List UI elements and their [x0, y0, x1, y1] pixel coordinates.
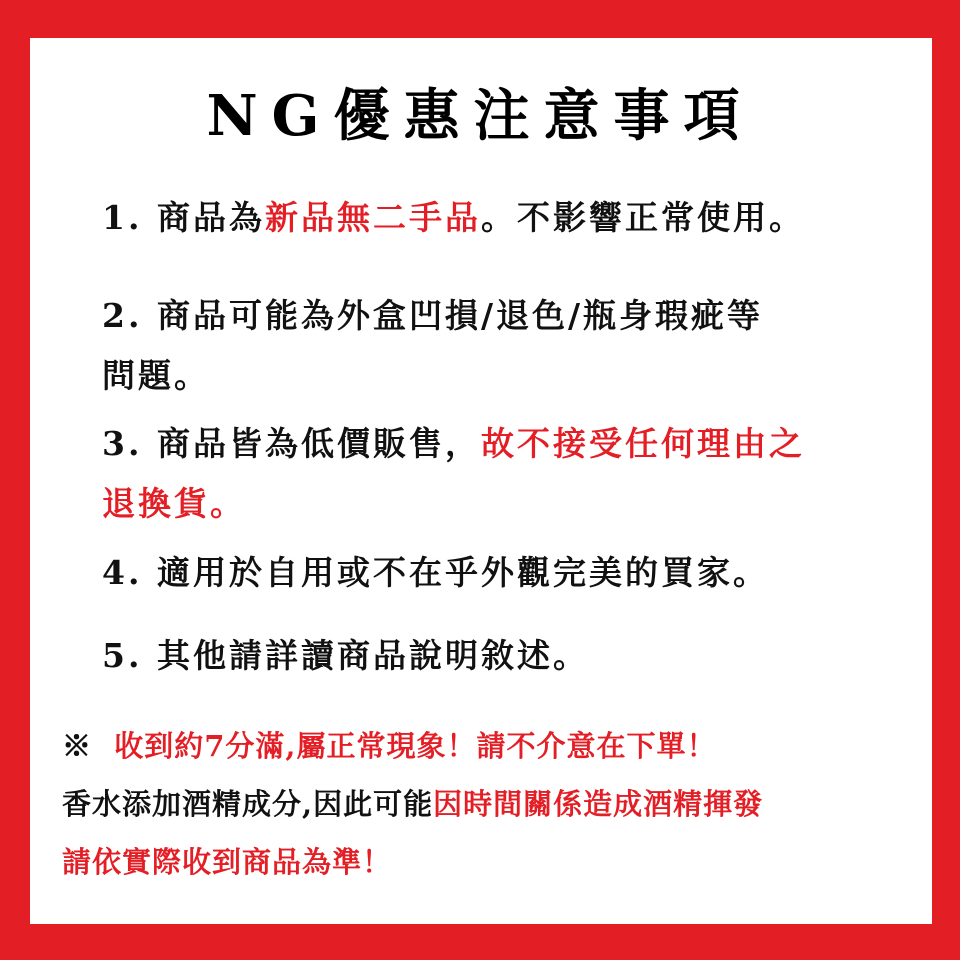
notice-item-2 — [102, 286, 763, 406]
notice-item-5 — [102, 626, 589, 686]
item-text-continued: 問題。 — [102, 356, 210, 395]
item-text: 其他請詳讀商品說明敘述。 — [156, 636, 589, 675]
notice-item-4 — [102, 543, 769, 603]
item-highlight: 故不接受任何理由之 — [480, 424, 805, 463]
reference-mark-icon: ※ — [62, 729, 93, 763]
notice-item-1 — [102, 188, 805, 248]
note-highlight: 因時間關係造成酒精揮發 — [433, 787, 764, 821]
item-highlight-continued: 退換貨。 — [102, 484, 246, 523]
item-number: 2. — [102, 296, 143, 335]
note-line-2 — [62, 775, 763, 833]
item-number: 3. — [102, 424, 143, 463]
note-text: 香水添加酒精成分,因此可能 — [62, 787, 434, 821]
note-highlight: 請依實際收到商品為準！ — [62, 845, 393, 879]
page-title: NG優惠注意事項 — [206, 83, 754, 149]
note-line-3 — [62, 833, 392, 891]
item-text: 適用於自用或不在乎外觀完美的買家。 — [156, 553, 769, 592]
item-number: 4. — [102, 553, 143, 592]
item-text: 商品可能為外盒凹損/退色/瓶身瑕疵等 — [156, 296, 764, 335]
item-highlight: 新品無二手品 — [264, 198, 481, 237]
item-text: 商品皆為低價販售， — [156, 424, 481, 463]
item-number: 1. — [102, 198, 143, 237]
note-line-1 — [62, 717, 717, 775]
item-number: 5. — [102, 636, 143, 675]
notice-item-3 — [102, 414, 805, 534]
item-text: 商品為 — [156, 198, 265, 237]
note-highlight: 收到約7分滿,屬正常現象！請不介意在下單！ — [114, 729, 717, 763]
item-text: 。不影響正常使用。 — [480, 198, 805, 237]
